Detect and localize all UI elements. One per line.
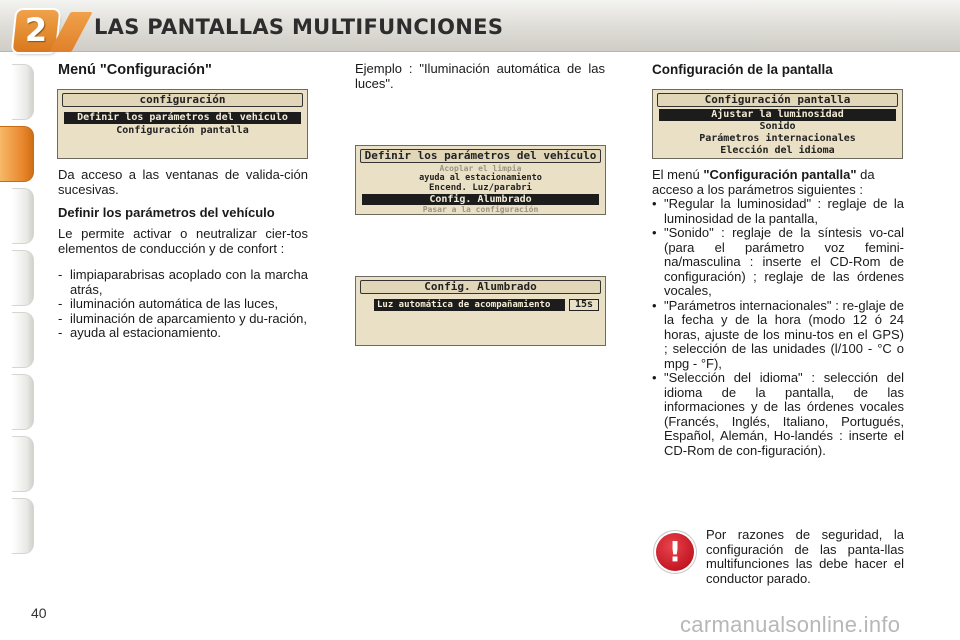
menu-config-intro: Da acceso a las ventanas de valida-ción sucesivas. [58,167,308,197]
lcd-title: Definir los parámetros del vehículo [360,149,601,163]
side-tab-3[interactable] [12,188,34,244]
page-title: LAS PANTALLAS MULTIFUNCIONES [94,15,504,39]
lcd-title: Configuración pantalla [657,93,898,107]
page-number: 40 [31,605,47,621]
watermark: carmanualsonline.info [680,612,901,637]
lcd-lighting-config [355,276,606,346]
lcd-item: Sonido [759,121,796,132]
lcd-item-selected: Config. Alumbrado [362,194,599,205]
lcd-screen-config [652,89,903,159]
safety-warning: Por razones de seguridad, la configuración de las panta-llas multifunciones las debe hacer el conductor parado. [706,527,904,586]
example-caption: Ejemplo : "Iluminación automática de las luces". [355,61,605,91]
side-tab-7[interactable] [12,436,34,492]
lcd-value-box: 15s [569,299,599,311]
list-item: • "Selección del idioma" : selección del idioma de la pantalla, de las informaciones y de las órdenes vocales (Francés, Inglés, Italiano, Portugués, Español, Alemán, Ho-landés : inserte el CD-Rom de con-figuración). [652,370,904,458]
lcd-item: Acoplar el limpia [439,164,522,173]
lcd-item: ayuda al estacionamiento [419,173,542,183]
side-tab-4[interactable] [12,250,34,306]
side-tab-1[interactable] [12,64,34,120]
lcd-vehicle-params [355,145,606,215]
list-item: • "Parámetros internacionales" : re-glaje de la fecha y de la hora (modo 12 ó 24 horas, ajuste de los minu-tos en el GPS) ; selección de las unidades (l/100 - °C o mpg - °F), [652,297,904,371]
lcd-item-selected: Ajustar la luminosidad [659,109,896,121]
lcd-title: configuración [62,93,303,107]
lcd-title: Config. Alumbrado [360,280,601,294]
chapter-side-tabs [0,64,36,574]
vehicle-params-subtitle: Definir los parámetros del vehículo [58,205,275,220]
side-tab-6[interactable] [12,374,34,430]
screen-config-intro: El menú "Configuración pantalla" da acceso a los parámetros siguientes : [652,167,875,197]
warning-icon: ! [656,533,694,571]
vehicle-params-list [58,268,308,341]
side-tab-5[interactable] [12,312,34,368]
lcd-item: Encend. Luz/parabri [429,183,532,193]
chapter-number: 2 [24,11,48,49]
list-item: - iluminación automática de las luces, [58,296,279,311]
lcd-item: Elección del idioma [720,145,835,156]
vehicle-params-desc: Le permite activar o neutralizar cier-tos elementos de conducción y de confort : [58,226,308,256]
lcd-item-selected: Luz automática de acompañamiento [374,299,565,311]
screen-config-list [652,197,904,458]
lcd-item: Pasar a la configuración [422,205,539,214]
list-item: - ayuda al estacionamiento. [58,325,222,340]
lcd-config-menu [57,89,308,159]
lcd-item: Configuración pantalla [116,125,249,136]
menu-config-title: Menú "Configuración" [58,62,212,78]
list-item: • "Sonido" : reglaje de la síntesis vo-cal (para el parámetro voz femini-na/masculina : inserte el CD-Rom de configuración) ; reglaje de las órdenes vocales, [652,225,904,298]
list-item: • "Regular la luminosidad" : reglaje de la luminosidad de la pantalla, [652,196,904,226]
side-tab-8[interactable] [12,498,34,554]
list-item: - limpiaparabrisas acoplado con la marcha atrás, [58,267,308,297]
list-item: - iluminación de aparcamiento y du-ración, [58,310,308,326]
intro-menu-name: "Configuración pantalla" [703,167,857,182]
lcd-item: Parámetros internacionales [699,133,856,144]
lcd-item-selected: Definir los parámetros del vehículo [64,112,301,124]
screen-config-title: Configuración de la pantalla [652,62,833,77]
side-tab-2-active[interactable] [0,126,34,182]
